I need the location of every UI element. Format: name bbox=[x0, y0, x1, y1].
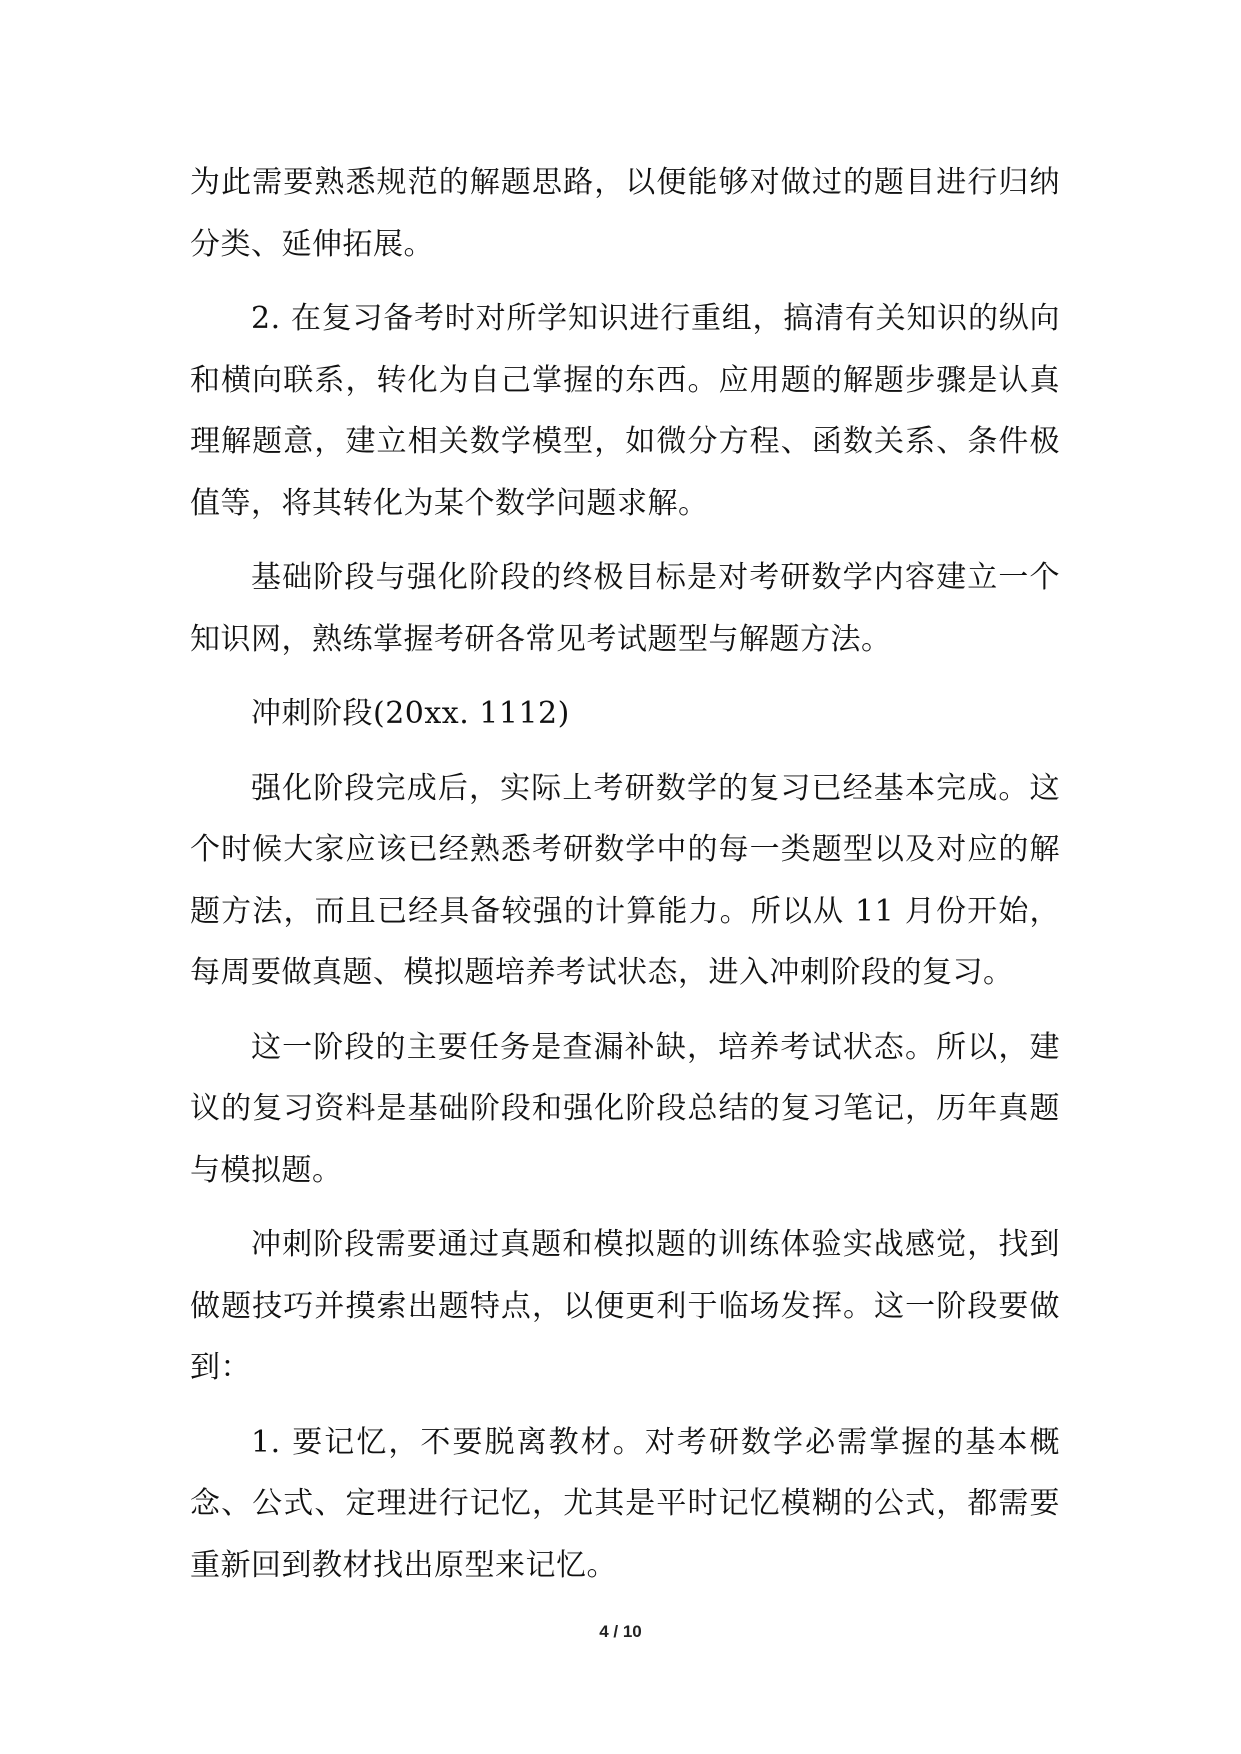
paragraph-goal: 基础阶段与强化阶段的终极目标是对考研数学内容建立一个知识网，熟练掌握考研各常见考试题型与解题方法。 bbox=[190, 560, 1060, 657]
paragraph-sprint-intro: 强化阶段完成后，实际上考研数学的复习已经基本完成。这个时候大家应该已经熟悉考研数学中的每一类题型以及对应的解题方法，而且已经具备较强的计算能力。所以从 11 月份开始，每周要做真题、模拟题培养考试状态，进入冲刺阶段的复习。 bbox=[190, 770, 1060, 990]
page-number: 4 / 10 bbox=[599, 1622, 642, 1641]
paragraph-continuation: 为此需要熟悉规范的解题思路，以便能够对做过的题目进行归纳分类、延伸拓展。 bbox=[190, 165, 1060, 262]
paragraph-item-1-memory: 1. 要记忆，不要脱离教材。对考研数学必需掌握的基本概念、公式、定理进行记忆，尤其是平时记忆模糊的公式，都需要重新回到教材找出原型来记忆。 bbox=[190, 1424, 1060, 1583]
paragraph-item-2: 2. 在复习备考时对所学知识进行重组，搞清有关知识的纵向和横向联系，转化为自己掌握的东西。应用题的解题步骤是认真理解题意，建立相关数学模型，如微分方程、函数关系、条件极值等，将其转化为某个数学问题求解。 bbox=[190, 301, 1060, 521]
document-body bbox=[190, 152, 1060, 1609]
section-heading-sprint-stage: 冲刺阶段(20xx. 1112) bbox=[251, 696, 570, 731]
paragraph-sprint-task: 这一阶段的主要任务是查漏补缺，培养考试状态。所以，建议的复习资料是基础阶段和强化阶段总结的复习笔记，历年真题与模拟题。 bbox=[190, 1029, 1060, 1188]
paragraph-sprint-practice: 冲刺阶段需要通过真题和模拟题的训练体验实战感觉，找到做题技巧并摸索出题特点，以便更利于临场发挥。这一阶段要做到： bbox=[190, 1227, 1060, 1385]
